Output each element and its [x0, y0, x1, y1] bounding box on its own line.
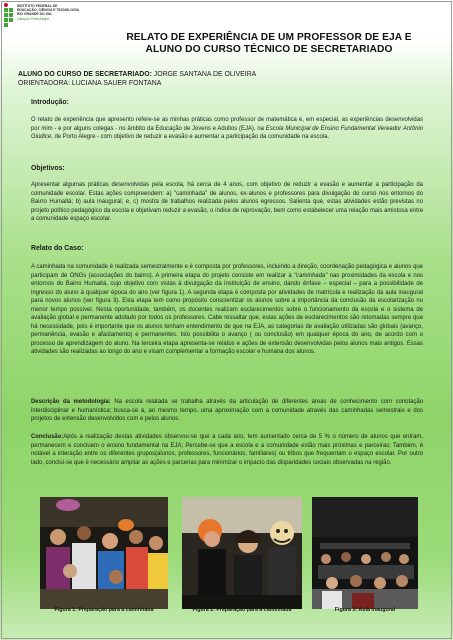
advisor-name: LUCIANA SAUER FONTANA: [69, 80, 162, 88]
figure-3-caption: Figura 3: Aula inaugural: [334, 607, 396, 613]
institute-logo-text: [17, 4, 79, 21]
intro-school-name: Escola Municipal de Ensino Fundamental Vereador Antônio Giúdice: [31, 125, 423, 141]
intro-text: [31, 116, 423, 142]
conclusion-label: Conclusão:: [31, 434, 64, 440]
figure-1-photo: [40, 497, 168, 609]
objectives-text: Apresentar algumas práticas desenvolvidas pela escola, há cerca de 4 anos, com objetivo de reduzir a evasão e aumentar a participação da comunidade escolar. Estas ações compreendem: a) "caminhada" de alunos, ex-alunos e professores para divulgação do curso nos entornos do Bairro Humaitá; b) aula inaugural; e, c) mostra de trabalhos realizada pelos alunos egressos. Salienta que, estas atividades estão previstas no projeto político pedagógico da escola e objetivam reduzir a evasão, o índice de reprovação, bem como estabelecer uma relação mais amistosa entre a comunidade espaço escolar.: [31, 182, 423, 223]
institute-logo: [4, 3, 80, 37]
figure-1-caption: Figura 1: Preparação para a caminhada: [54, 607, 154, 613]
title-line-2: ALUNO DO CURSO TÉCNICO DE SECRETARIADO: [145, 44, 393, 55]
figure-2-photo: [182, 497, 302, 609]
report-text: [31, 263, 423, 357]
advisor-line: [18, 79, 256, 88]
conclusion-text: Após a realização destas atividades observou-se que a cada ano, tem aumentado cerca de 5 % o número de alunos que entram, permanecem e concluem o ensino fundamental na EJA; Percebe-se que a escola e a comunidade estão mais próximas e parceiras; Também, é notável a interação entre os diferentes grupos(alunos, professores, funcionários, familiares) ou tribos que frequentam o espaço escolar. Por outro lado, conclui-se que é necessário ampliar as ações e parcerias para minimizar o impacto das disparidades sociais observadas na região.: [31, 434, 423, 466]
report-text-emphasis: "caminhada": [294, 272, 328, 279]
institute-logo-mark-icon: [4, 3, 16, 37]
logo-line-2: EDUCAÇÃO, CIÊNCIA E TECNOLOGIA: [17, 8, 80, 13]
logo-line-4: Câmpus Porto Alegre: [17, 16, 50, 21]
methodology-label: Descrição da metodologia:: [31, 399, 111, 405]
conclusion-paragraph: [31, 433, 423, 467]
student-name: JORGE SANTANA DE OLIVEIRA: [151, 71, 257, 78]
student-label: ALUNO DO CURSO DE SECRETARIADO:: [18, 71, 152, 78]
intro-heading: Introdução:: [31, 99, 69, 106]
title-line-1: RELATO DE EXPERIÊNCIA DE UM PROFESSOR DE EJA E: [126, 32, 412, 43]
logo-line-3: RIO GRANDE DO SUL: [17, 12, 53, 17]
report-heading: Relato do Caso:: [31, 245, 84, 252]
methodology-paragraph: [31, 398, 423, 424]
figure-2-caption: Figura 2: Preparação para a caminhada: [192, 607, 292, 613]
objectives-heading: Objetivos:: [31, 165, 65, 172]
figure-3-photo: [312, 497, 418, 609]
report-text-a: A caminhada na comunidade é realizada semestralmente e é composta por professores, incluindo a direção, coordenação pedagógica e alunos que participam de ONGs (associações do bairro). A primeira etapa do projeto consiste em realizar a: [31, 264, 423, 279]
logo-line-1: INSTITUTO FEDERAL DE: [17, 4, 58, 8]
methodology-text: Na escola relatada se trabalha através da articulação de diferentes áreas de conhecimento com conotação interdisciplinar e humanística; busca-se a, ao mesmo tempo, uma aproximação com a comunidade através das caminhadas semestrais e dos projetos de extensão desenvolvidos com e pelos alunos.: [31, 399, 423, 423]
authors-block: [18, 70, 256, 88]
advisor-label: ORIENTADORA:: [18, 80, 70, 88]
intro-text-a: O relato de experiência que apresento refere-se as minhas práticas como professor de matemática e, em especial, as experiências desenvolvidas por mim - e por alguns colegas - no âmbito da Educação de Jovens e Adultos (EJA), na: [31, 117, 423, 132]
poster-title: [88, 32, 450, 56]
student-line: [18, 70, 256, 79]
report-text-b: nas proximidades da escola e nos entornos do Bairro Humaitá, cujo objetivo com vistas à divulgação da instituição de ensino, dando ênfase – especial – para a possibilidade de ingresso do aluno à qualquer época do ano (ver figura 1). A segunda etapa é composta por atividades de matrícula e realização da aula inaugural para novos alunos (ver figura 3). Esta etapa tem como propósito conscientizar os alunos sobre a importância da conclusão da escolarização no menor tempo possível. Nesta oportunidade, também, os docentes realizam esclarecimentos sobre o funcionamento da escola e o sistema de avaliação global e permanente adotado por todos os professores. Cabe ressaltar que, estas ações de esclarecimentos são retomadas sempre que há necessidade, pois é importante que os alunos tenham entendimento de que na EJA, as categorias de avaliação utilizadas são globais (avanço, permanência, evasão e afastamento) e permanentes. Isto possibilita o avanço ( ou conclusão) em qualquer época do ano, de acordo com o processo de aprendizagem do aluno. Na terceira etapa apresenta-se relatos e ações de extensão desenvolvidas pelos alunos mais antigos. Essas atividades são realizadas ao longo do ano e visam complementar a formação escolar e humana dos alunos.: [31, 272, 423, 356]
intro-text-b: , de Porto Alegre - com objetivo de reduzir a evasão e aumentar a participação da comunidade na escola.: [51, 134, 330, 141]
